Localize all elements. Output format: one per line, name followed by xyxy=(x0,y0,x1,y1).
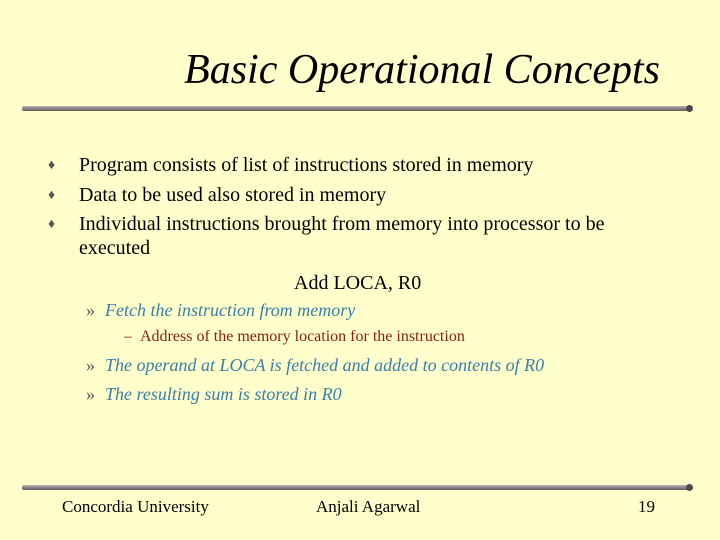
bullet-text: Data to be used also stored in memory xyxy=(79,184,387,206)
sub-bullet-item xyxy=(86,382,342,406)
instruction-example: Add LOCA, R0 xyxy=(294,272,422,294)
diamond-bullet-icon: ♦ xyxy=(48,158,56,173)
diamond-bullet-icon: ♦ xyxy=(48,188,56,203)
chevron-bullet-icon: » xyxy=(86,300,95,320)
footer-institution: Concordia University xyxy=(62,497,209,516)
slide-title: Basic Operational Concepts xyxy=(184,47,660,93)
bullet-text: Program consists of list of instructions stored in memory xyxy=(79,154,534,176)
bullet-item xyxy=(48,152,648,178)
bullet-text: Individual instructions brought from memory into processor to be executed xyxy=(79,213,605,259)
dash-bullet-icon: – xyxy=(124,328,132,345)
sub-bullet-item xyxy=(86,298,355,322)
bullet-list xyxy=(48,152,648,264)
footer-author: Anjali Agarwal xyxy=(316,497,421,516)
sub-bullet-text: Fetch the instruction from memory xyxy=(105,300,356,320)
sub-bullet-text: The operand at LOCA is fetched and added to contents of R0 xyxy=(105,355,545,375)
title-divider-cap xyxy=(686,105,693,112)
bullet-item xyxy=(48,182,648,208)
chevron-bullet-icon: » xyxy=(86,355,95,375)
sub-bullet-item xyxy=(86,353,544,377)
page-number: 19 xyxy=(638,497,655,516)
title-divider xyxy=(22,106,692,111)
bullet-item xyxy=(48,212,648,260)
subsub-bullet-text: Address of the memory location for the instruction xyxy=(140,328,465,345)
footer-divider xyxy=(22,485,692,490)
footer-divider-cap xyxy=(686,484,693,491)
chevron-bullet-icon: » xyxy=(86,384,95,404)
diamond-bullet-icon: ♦ xyxy=(48,217,56,232)
subsub-bullet-item xyxy=(124,326,465,348)
sub-bullet-text: The resulting sum is stored in R0 xyxy=(105,384,342,404)
